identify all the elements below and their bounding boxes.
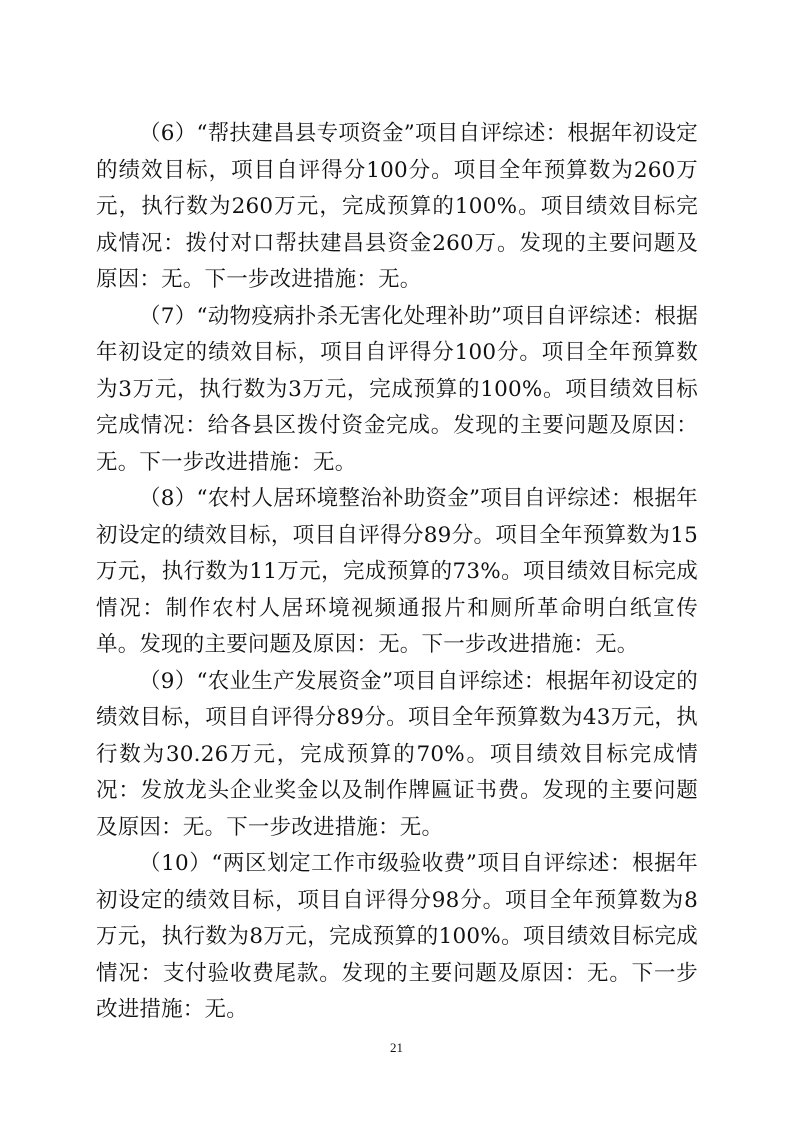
- paragraph-item-7: （7）“动物疫病扑杀无害化处理补助”项目自评综述：根据年初设定的绩效目标，项目自评得分100分。项目全年预算数为3万元，执行数为3万元，完成预算的100%。项目绩效目标完成情况：给各县区拨付资金完成。发现的主要问题及原因：无。下一步改进措施：无。: [96, 303, 698, 475]
- paragraph-item-6: （6）“帮扶建昌县专项资金”项目自评综述：根据年初设定的绩效目标，项目自评得分100分。项目全年预算数为260万元，执行数为260万元，完成预算的100%。项目绩效目标完成情况：拨付对口帮扶建昌县资金260万。发现的主要问题及原因：无。下一步改进措施：无。: [96, 121, 698, 292]
- page-number: 21: [390, 1040, 403, 1055]
- paragraph-item-10: （10）“两区划定工作市级验收费”项目自评综述：根据年初设定的绩效目标，项目自评得分98分。项目全年预算数为8万元，执行数为8万元，完成预算的100%。项目绩效目标完成情况：支付验收费尾款。发现的主要问题及原因：无。下一步改进措施：无。: [96, 851, 698, 1022]
- paragraph-item-8: （8）“农村人居环境整治补助资金”项目自评综述：根据年初设定的绩效目标，项目自评得分89分。项目全年预算数为15万元，执行数为11万元，完成预算的73%。项目绩效目标完成情况：制作农村人居环境视频通报片和厕所革命明白纸宣传单。发现的主要问题及原因：无。下一步改进措施：无。: [96, 486, 698, 657]
- paragraph-item-9: （9）“农业生产发展资金”项目自评综述：根据年初设定的绩效目标，项目自评得分89分。项目全年预算数为43万元，执行数为30.26万元，完成预算的70%。项目绩效目标完成情况：发放龙头企业奖金以及制作牌匾证书费。发现的主要问题及原因：无。下一步改进措施：无。: [96, 668, 698, 840]
- document-body: [96, 116, 698, 1029]
